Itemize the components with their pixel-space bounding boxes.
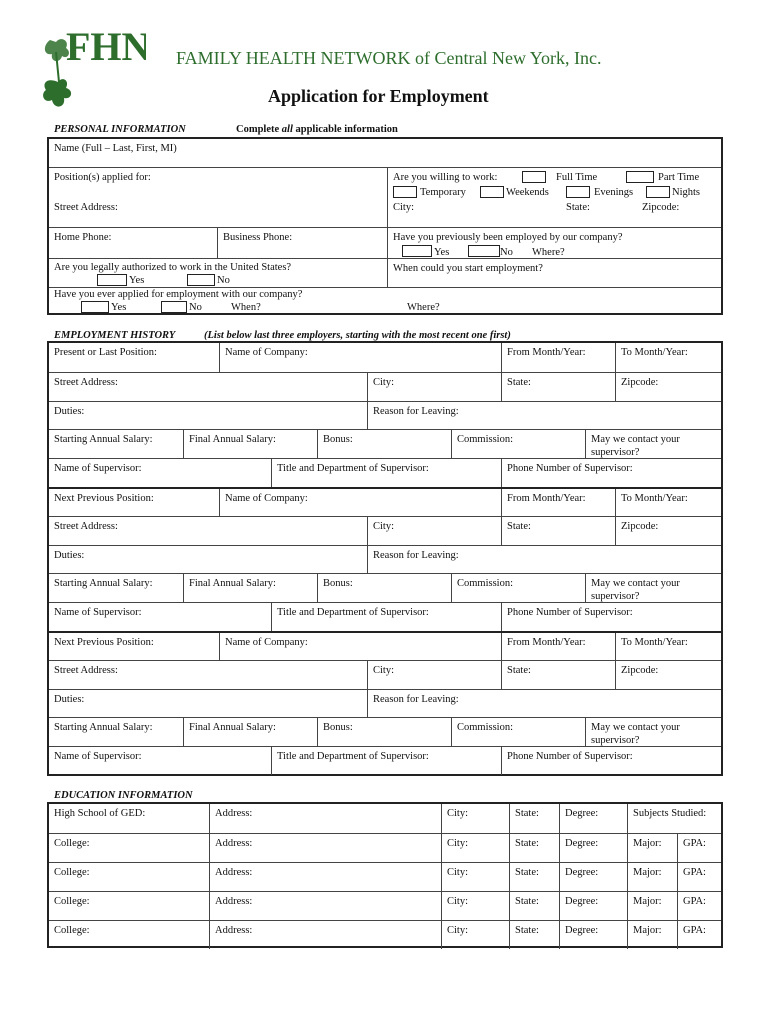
school-field[interactable] [49, 892, 209, 920]
commission-field[interactable] [451, 430, 585, 458]
from-date-label: From Month/Year: [507, 347, 586, 358]
degree-field[interactable] [559, 834, 627, 862]
supervisor-name-label: Name of Supervisor: [54, 607, 142, 618]
supervisor-title-field[interactable] [271, 603, 501, 631]
major-field[interactable] [627, 921, 677, 949]
employment-row [49, 631, 721, 660]
city-label: City: [447, 896, 469, 907]
applied-yes-checkbox[interactable] [81, 301, 109, 313]
school-label: College: [54, 838, 90, 849]
contact-supervisor-label: May we contact your supervisor? [591, 434, 680, 458]
previously-employed-cell [387, 228, 721, 258]
duties-field[interactable] [49, 402, 367, 429]
position-label: Next Previous Position: [54, 493, 154, 504]
education-row [49, 891, 721, 920]
major-label: Major: [633, 925, 662, 936]
employment-row [49, 573, 721, 602]
supervisor-name-label: Name of Supervisor: [54, 751, 142, 762]
zipcode-field[interactable] [615, 517, 725, 545]
state-field[interactable] [509, 804, 559, 833]
education-section-title: EDUCATION INFORMATION [54, 790, 193, 801]
position-label: Next Previous Position: [54, 637, 154, 648]
supervisor-phone-label: Phone Number of Supervisor: [507, 463, 633, 474]
to-date-label: To Month/Year: [621, 637, 688, 648]
starting-salary-label: Starting Annual Salary: [54, 722, 153, 733]
degree-field[interactable] [559, 804, 627, 833]
reason-for-leaving-field[interactable] [367, 402, 725, 429]
degree-label: Degree: [565, 838, 599, 849]
applied-no-checkbox[interactable] [161, 301, 187, 313]
zipcode-field[interactable] [615, 373, 725, 401]
city-field[interactable] [441, 921, 509, 949]
street-address-field[interactable]: Street Address: [54, 202, 118, 213]
organization-name: FAMILY HEALTH NETWORK of Central New York, Inc. [176, 48, 602, 68]
final-salary-field[interactable] [183, 430, 317, 458]
part-time-label: Part Time [658, 172, 700, 183]
subjects-studied-field[interactable] [627, 804, 725, 833]
prev-employed-yes-checkbox[interactable] [402, 245, 432, 257]
gpa-label: GPA: [683, 925, 706, 936]
employment-row [49, 516, 721, 545]
position-label: Present or Last Position: [54, 347, 157, 358]
street-address-label: Street Address: [54, 377, 118, 388]
supervisor-phone-field[interactable] [501, 747, 725, 775]
contact-supervisor-field[interactable] [585, 718, 725, 746]
state-label: State: [507, 521, 531, 532]
city-field[interactable] [367, 373, 501, 401]
address-label: Address: [215, 925, 253, 936]
authorized-cell [49, 259, 387, 287]
personal-section-title: PERSONAL INFORMATION [54, 124, 186, 135]
degree-label: Degree: [565, 867, 599, 878]
supervisor-title-label: Title and Department of Supervisor: [277, 607, 429, 618]
position-field[interactable] [49, 633, 219, 660]
degree-label: Degree: [565, 896, 599, 907]
applied-before-row [49, 287, 721, 315]
employment-row [49, 602, 721, 631]
zipcode-label: Zipcode: [621, 665, 659, 676]
company-name-label: Name of Company: [225, 493, 308, 504]
zipcode-label: Zipcode: [621, 521, 659, 532]
bonus-field[interactable] [317, 574, 451, 602]
state-label: State: [515, 838, 539, 849]
company-name-label: Name of Company: [225, 637, 308, 648]
address-row [49, 198, 721, 227]
yes-label: Yes [111, 302, 127, 313]
state-label: State: [507, 665, 531, 676]
supervisor-title-label: Title and Department of Supervisor: [277, 751, 429, 762]
zipcode-field[interactable] [615, 661, 725, 689]
temporary-label: Temporary [420, 187, 466, 198]
contact-supervisor-field[interactable] [585, 430, 725, 458]
education-form [47, 802, 723, 948]
applied-before-label: Have you ever applied for employment with our company? [54, 289, 303, 300]
from-date-field[interactable] [501, 489, 615, 516]
reason-for-leaving-label: Reason for Leaving: [373, 694, 459, 705]
major-field[interactable] [627, 834, 677, 862]
school-label: High School of GED: [54, 808, 146, 819]
availability-cell [387, 168, 721, 198]
to-date-field[interactable] [615, 343, 725, 372]
street-address-label: Street Address: [54, 521, 118, 532]
school-label: College: [54, 896, 90, 907]
school-label: College: [54, 925, 90, 936]
education-row [49, 804, 721, 833]
state-field[interactable] [501, 661, 615, 689]
street-address-field[interactable] [49, 517, 367, 545]
employment-row [49, 458, 721, 487]
start-date-field[interactable]: When could you start employment? [387, 259, 721, 287]
contact-supervisor-field[interactable] [585, 574, 725, 602]
positions-field[interactable]: Position(s) applied for: [54, 172, 151, 183]
city-label: City: [373, 665, 395, 676]
city-field[interactable] [441, 804, 509, 833]
supervisor-phone-label: Phone Number of Supervisor: [507, 751, 633, 762]
supervisor-phone-label: Phone Number of Supervisor: [507, 607, 633, 618]
where-label[interactable]: Where? [532, 247, 565, 258]
employment-row [49, 429, 721, 458]
gpa-label: GPA: [683, 896, 706, 907]
commission-label: Commission: [457, 578, 514, 589]
bonus-label: Bonus: [323, 434, 353, 445]
final-salary-label: Final Annual Salary: [189, 434, 276, 445]
street-address-field[interactable] [49, 373, 367, 401]
page-title: Application for Employment [268, 86, 489, 106]
personal-note: Complete all applicable information [236, 124, 398, 135]
duties-field[interactable] [49, 690, 367, 717]
subjects-studied-label: Subjects Studied: [633, 808, 707, 819]
where-label[interactable]: Where? [407, 302, 440, 313]
employment-row [49, 717, 721, 746]
address-field[interactable] [209, 834, 441, 862]
duties-label: Duties: [54, 694, 85, 705]
company-name-field[interactable] [219, 343, 501, 372]
commission-label: Commission: [457, 434, 514, 445]
major-label: Major: [633, 896, 662, 907]
city-label: City: [447, 808, 469, 819]
bonus-label: Bonus: [323, 578, 353, 589]
position-row [49, 167, 721, 198]
state-field[interactable] [509, 863, 559, 891]
willing-label: Are you willing to work: [393, 172, 498, 183]
supervisor-title-field[interactable] [271, 747, 501, 775]
city-label: City: [447, 867, 469, 878]
final-salary-field[interactable] [183, 718, 317, 746]
yes-label: Yes [434, 247, 450, 258]
full-time-checkbox[interactable] [522, 171, 546, 183]
evenings-label: Evenings [594, 187, 634, 198]
city-label: City: [447, 925, 469, 936]
employment-section-title: EMPLOYMENT HISTORY [54, 330, 176, 341]
major-label: Major: [633, 838, 662, 849]
gpa-label: GPA: [683, 867, 706, 878]
major-field[interactable] [627, 863, 677, 891]
part-time-checkbox[interactable] [626, 171, 654, 183]
starting-salary-label: Starting Annual Salary: [54, 578, 153, 589]
degree-label: Degree: [565, 808, 599, 819]
supervisor-title-label: Title and Department of Supervisor: [277, 463, 429, 474]
authorized-yes-checkbox[interactable] [97, 274, 127, 286]
city-field[interactable] [441, 892, 509, 920]
starting-salary-field[interactable] [49, 718, 183, 746]
address-label: Address: [215, 867, 253, 878]
city-state-zip-cell [387, 198, 721, 227]
supervisor-name-field[interactable] [49, 747, 271, 775]
temporary-checkbox[interactable] [393, 186, 417, 198]
state-label: State: [515, 867, 539, 878]
reason-for-leaving-field[interactable] [367, 690, 725, 717]
school-label: College: [54, 867, 90, 878]
weekends-label: Weekends [506, 187, 549, 198]
employment-row [49, 660, 721, 689]
starting-salary-label: Starting Annual Salary: [54, 434, 153, 445]
city-label[interactable]: City: [393, 202, 415, 213]
supervisor-phone-field[interactable] [501, 603, 725, 631]
fhn-logo [36, 22, 146, 114]
prev-employed-no-checkbox[interactable] [468, 245, 500, 257]
gpa-field[interactable] [677, 834, 725, 862]
city-label: City: [447, 838, 469, 849]
employment-note: (List below last three employers, starting with the most recent one first) [204, 330, 511, 341]
company-name-field[interactable] [219, 633, 501, 660]
to-date-label: To Month/Year: [621, 493, 688, 504]
no-label: No [217, 275, 230, 286]
street-address-field[interactable] [49, 661, 367, 689]
duties-field[interactable] [49, 546, 367, 573]
to-date-label: To Month/Year: [621, 347, 688, 358]
commission-label: Commission: [457, 722, 514, 733]
starting-salary-field[interactable] [49, 574, 183, 602]
supervisor-name-field[interactable] [49, 603, 271, 631]
school-field[interactable] [49, 921, 209, 949]
gpa-field[interactable] [677, 863, 725, 891]
city-label: City: [373, 377, 395, 388]
zipcode-label[interactable]: Zipcode: [642, 202, 680, 213]
city-field[interactable] [441, 834, 509, 862]
state-label[interactable]: State: [566, 202, 590, 213]
bonus-field[interactable] [317, 718, 451, 746]
contact-supervisor-label: May we contact your supervisor? [591, 722, 680, 746]
yes-label: Yes [129, 275, 145, 286]
degree-field[interactable] [559, 921, 627, 949]
company-name-field[interactable] [219, 489, 501, 516]
authorized-row [49, 258, 721, 287]
full-name-field[interactable]: Name (Full – Last, First, MI) [54, 143, 177, 154]
employment-history-form [47, 341, 723, 776]
city-label: City: [373, 521, 395, 532]
address-field[interactable] [209, 804, 441, 833]
gpa-label: GPA: [683, 838, 706, 849]
authorized-no-checkbox[interactable] [187, 274, 215, 286]
street-address-label: Street Address: [54, 665, 118, 676]
final-salary-label: Final Annual Salary: [189, 578, 276, 589]
state-field[interactable] [509, 892, 559, 920]
to-date-field[interactable] [615, 633, 725, 660]
school-field[interactable] [49, 834, 209, 862]
from-date-label: From Month/Year: [507, 493, 586, 504]
from-date-label: From Month/Year: [507, 637, 586, 648]
employment-row [49, 343, 721, 372]
contact-supervisor-label: May we contact your supervisor? [591, 578, 680, 602]
education-row [49, 920, 721, 949]
zipcode-label: Zipcode: [621, 377, 659, 388]
company-name-label: Name of Company: [225, 347, 308, 358]
degree-field[interactable] [559, 892, 627, 920]
supervisor-name-field[interactable] [49, 459, 271, 487]
starting-salary-field[interactable] [49, 430, 183, 458]
state-label: State: [515, 808, 539, 819]
home-phone-field[interactable]: Home Phone: [54, 232, 112, 243]
supervisor-title-field[interactable] [271, 459, 501, 487]
logo-lettering: FHN [66, 24, 146, 69]
duties-label: Duties: [54, 550, 85, 561]
final-salary-field[interactable] [183, 574, 317, 602]
major-field[interactable] [627, 892, 677, 920]
state-label: State: [507, 377, 531, 388]
degree-field[interactable] [559, 863, 627, 891]
previously-employed-label: Have you previously been employed by our company? [393, 232, 623, 243]
commission-field[interactable] [451, 574, 585, 602]
from-date-field[interactable] [501, 633, 615, 660]
gpa-field[interactable] [677, 892, 725, 920]
position-field[interactable] [49, 343, 219, 372]
employment-row [49, 401, 721, 429]
bonus-field[interactable] [317, 430, 451, 458]
city-field[interactable] [441, 863, 509, 891]
major-label: Major: [633, 867, 662, 878]
city-field[interactable] [367, 517, 501, 545]
degree-label: Degree: [565, 925, 599, 936]
authorized-label: Are you legally authorized to work in the United States? [54, 262, 292, 273]
nights-checkbox[interactable] [646, 186, 670, 198]
to-date-field[interactable] [615, 489, 725, 516]
school-field[interactable] [49, 863, 209, 891]
reason-for-leaving-label: Reason for Leaving: [373, 550, 459, 561]
state-field[interactable] [501, 373, 615, 401]
address-field[interactable] [209, 863, 441, 891]
evenings-checkbox[interactable] [566, 186, 590, 198]
name-row [49, 139, 721, 167]
state-label: State: [515, 925, 539, 936]
from-date-field[interactable] [501, 343, 615, 372]
employment-row [49, 487, 721, 516]
state-label: State: [515, 896, 539, 907]
applied-before-cell [49, 288, 721, 315]
address-field[interactable] [209, 892, 441, 920]
address-label: Address: [215, 838, 253, 849]
full-time-label: Full Time [556, 172, 598, 183]
gpa-field[interactable] [677, 921, 725, 949]
supervisor-name-label: Name of Supervisor: [54, 463, 142, 474]
nights-label: Nights [672, 187, 701, 198]
employment-row [49, 689, 721, 717]
employment-row [49, 746, 721, 775]
reason-for-leaving-field[interactable] [367, 546, 725, 573]
duties-label: Duties: [54, 406, 85, 417]
no-label: No [189, 302, 202, 313]
address-label: Address: [215, 896, 253, 907]
state-field[interactable] [509, 921, 559, 949]
school-field[interactable] [49, 804, 209, 833]
city-field[interactable] [367, 661, 501, 689]
education-row [49, 862, 721, 891]
employment-row [49, 372, 721, 401]
final-salary-label: Final Annual Salary: [189, 722, 276, 733]
state-field[interactable] [501, 517, 615, 545]
business-phone-field[interactable]: Business Phone: [217, 228, 387, 258]
commission-field[interactable] [451, 718, 585, 746]
reason-for-leaving-label: Reason for Leaving: [373, 406, 459, 417]
bonus-label: Bonus: [323, 722, 353, 733]
personal-info-form [47, 137, 723, 315]
supervisor-phone-field[interactable] [501, 459, 725, 487]
employment-row [49, 545, 721, 573]
no-label: No [500, 247, 513, 258]
weekends-checkbox[interactable] [480, 186, 504, 198]
position-field[interactable] [49, 489, 219, 516]
address-label: Address: [215, 808, 253, 819]
phone-row [49, 227, 721, 258]
address-field[interactable] [209, 921, 441, 949]
education-row [49, 833, 721, 862]
state-field[interactable] [509, 834, 559, 862]
when-label[interactable]: When? [231, 302, 261, 313]
